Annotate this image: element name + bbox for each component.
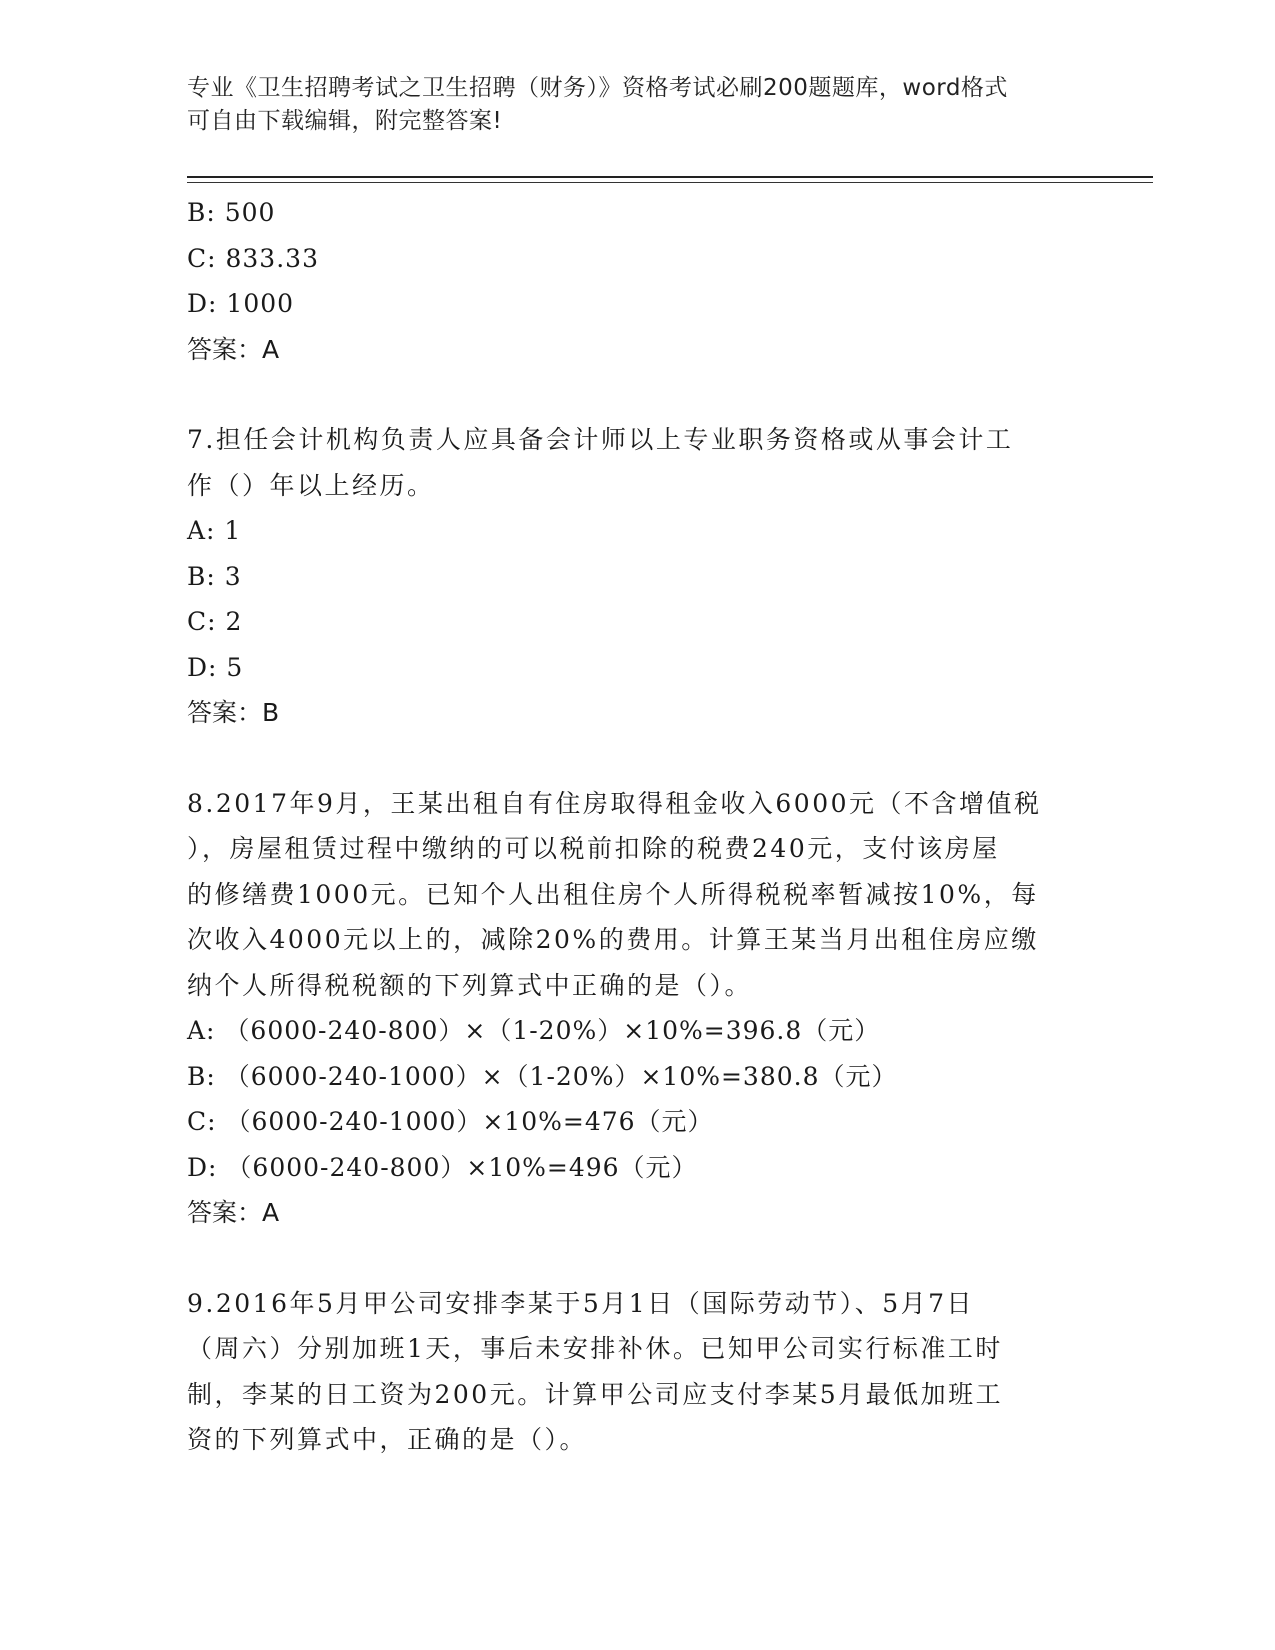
option-a: A: （6000-240-800）×（1-20%）×10%=396.8（元） (187, 1016, 881, 1045)
option-c: C: 2 (187, 607, 243, 636)
question-text-line: 的修缮费1000元。已知个人出租住房个人所得税税率暂减按10%，每 (187, 879, 1039, 909)
answer-line: 答案：A (187, 1198, 280, 1227)
question-text-line: （周六）分别加班1天，事后未安排补休。已知甲公司实行标准工时 (187, 1334, 1003, 1363)
question-text-line: 资的下列算式中，正确的是（）。 (187, 1425, 588, 1454)
answer-line: 答案：A (187, 334, 280, 364)
previous-question-block (187, 190, 1087, 372)
spacer (187, 736, 1087, 781)
question-text-line: 纳个人所得税税额的下列算式中正确的是（）。 (187, 970, 753, 1000)
question-text-line: 7.担任会计机构负责人应具备会计师以上专业职务资格或从事会计工 (187, 425, 1014, 454)
option-b: B: 500 (187, 198, 276, 227)
question-7-text (187, 417, 1087, 508)
header-divider-thick (187, 176, 1153, 178)
option-c: C: 833.33 (187, 243, 319, 273)
answer-line: 答案：B (187, 698, 280, 727)
question-8-text (187, 781, 1087, 1009)
question-text-line: 次收入4000元以上的，减除20%的费用。计算王某当月出租住房应缴 (187, 925, 1039, 954)
question-8 (187, 781, 1087, 1236)
header-title-line-1: 专业《卫生招聘考试之卫生招聘（财务）》资格考试必刷200题题库，word格式 (187, 75, 1008, 101)
option-b: B: 3 (187, 561, 242, 591)
question-9-text (187, 1281, 1087, 1463)
question-7 (187, 417, 1087, 736)
question-content (187, 190, 1087, 1463)
question-text-line: ），房屋租赁过程中缴纳的可以税前扣除的税费240元，支付该房屋 (187, 834, 1000, 863)
question-text-line: 9.2016年5月甲公司安排李某于5月1日（国际劳动节）、5月7日 (187, 1288, 975, 1318)
question-text-line: 8.2017年9月，王某出租自有住房取得租金收入6000元（不含增值税 (187, 788, 1042, 818)
option-b: B: （6000-240-1000）×（1-20%）×10%=380.8（元） (187, 1061, 898, 1091)
header-divider-thin (187, 182, 1153, 183)
option-d: D: （6000-240-800）×10%=496（元） (187, 1152, 698, 1182)
spacer (187, 1236, 1087, 1281)
option-d: D: 1000 (187, 289, 295, 318)
option-c: C: （6000-240-1000）×10%=476（元） (187, 1107, 714, 1136)
option-d: D: 5 (187, 652, 244, 682)
option-a: A: 1 (187, 516, 242, 545)
header-title-line-2: 可自由下载编辑，附完整答案! (187, 108, 503, 134)
spacer (187, 372, 1087, 417)
question-text-line: 制，李某的日工资为200元。计算甲公司应支付李某5月最低加班工 (187, 1379, 1004, 1409)
question-text-line: 作（）年以上经历。 (187, 470, 435, 500)
question-9 (187, 1281, 1087, 1463)
document-header (187, 72, 1067, 138)
